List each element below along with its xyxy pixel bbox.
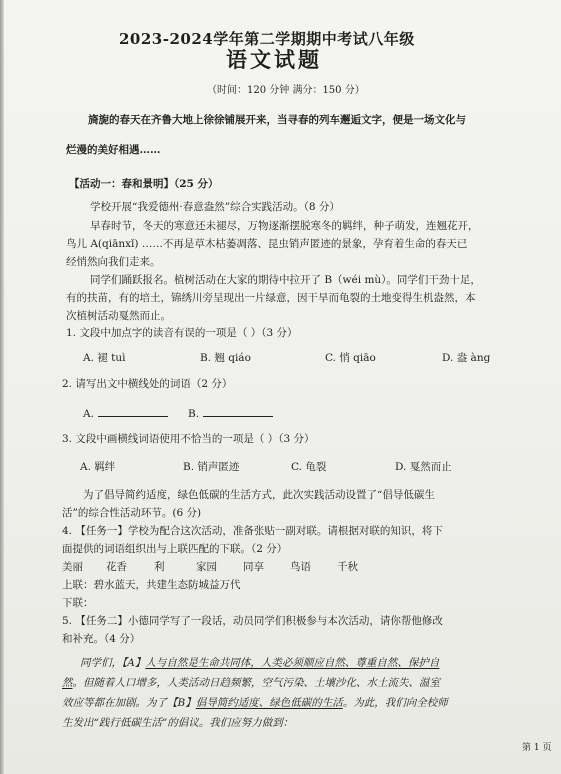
q5-line1: 5. 【任务二】小德同学写了一段话，动员同学们积极参与本次活动，请你帮他修改 xyxy=(62,615,443,627)
q4-line1: 4. 【任务一】学校为配合这次活动，准备张贴一副对联。请根据对联的知识，将下 xyxy=(62,525,443,537)
activity1-para3-line2: 有的扶苗，有的培土，锦绣川旁呈现出一片绿意，因干旱而龟裂的土地变得生机盎然，本 xyxy=(66,292,476,304)
q4-upper-couplet: 上联：碧水蓝天，共建生态防城益万代 xyxy=(62,579,241,591)
activity1-para2-line2: 鸟儿 A(qiānxǐ) ……不再是草木枯萎凋落、昆虫销声匿迹的景象，孕育着生命的春天已 xyxy=(66,238,468,250)
activity1-para3-line3: 次植树活动戛然而止。 xyxy=(66,310,171,322)
time-info: （时间：120 分钟 满分：150 分） xyxy=(207,85,365,96)
q4-word-3: 利 xyxy=(154,561,165,573)
activity1-para2-line3: 经悄然向我们走来。 xyxy=(66,256,161,268)
q5-passage-l1-lead: 同学们，【A】 xyxy=(80,657,146,669)
activity1-heading: 【活动一：春和景明】（25 分） xyxy=(69,178,219,190)
page-edge-shadow xyxy=(0,0,4,774)
subject-title: 语文试题 xyxy=(226,47,322,72)
q1-option-c: C. 悄 qiāo xyxy=(325,352,376,364)
q2-blank-b-label: B. xyxy=(188,408,200,420)
q1-option-d: D. 盎 àng xyxy=(442,352,491,364)
activity1-para1: 学校开展“我爱德州·春意盎然”综合实践活动。（8 分） xyxy=(90,201,340,213)
exam-title: 2023-2024学年第二学期期中考试八年级 xyxy=(119,30,415,48)
q5-sentence-a: 人与自然是生命共同体，人类必须顺应自然、尊重自然、保护自 xyxy=(145,657,440,669)
q2-blank-a-label: A. xyxy=(83,408,94,420)
q4-lower-couplet[interactable]: 下联： xyxy=(62,597,94,609)
q4-word-5: 同享 xyxy=(243,561,264,573)
page-number: 第 1 页 xyxy=(522,743,552,753)
activity1-para2-line1: 早春时节，冬天的寒意还未褪尽，万物逐渐摆脱寒冬的羁绊，种子萌发，连翘花开， xyxy=(90,220,479,232)
q3-option-a: A. 羁绊 xyxy=(80,461,116,473)
q3-option-b: B. 销声匿迹 xyxy=(183,461,240,473)
q5-sentence-b: 倡导简约适度、绿色低碳的生活 xyxy=(195,697,343,709)
q3-option-c: C. 龟裂 xyxy=(291,461,327,473)
q1-option-a: A. 褪 tuì xyxy=(83,352,126,364)
q5-passage-line4: 生发出“践行低碳生活”的倡议。我们应努力做到： xyxy=(62,717,294,729)
q5-line2: 和补充。（4 分） xyxy=(62,633,141,645)
q4-word-4: 家园 xyxy=(196,561,217,573)
intro-line-1: 旖旎的春天在齐鲁大地上徐徐铺展开来，当寻春的列车邂逅文字，便是一场文化与 xyxy=(88,114,466,126)
q1-option-b: B. 翘 qiáo xyxy=(200,352,251,364)
q5-passage-line3 xyxy=(62,697,448,710)
q2-blank-b-line[interactable] xyxy=(203,406,273,417)
q2-blank-a[interactable] xyxy=(83,406,168,421)
q2-blank-a-line[interactable] xyxy=(98,406,168,417)
q5-sentence-a-end: 然 xyxy=(62,677,73,689)
q5-passage-l3-tail: 。为此，我们向全校师 xyxy=(342,697,448,709)
q5-passage-line2 xyxy=(62,677,440,690)
q1-stem: 1. 文段中加点字的读音有误的一项是（ ）（3 分） xyxy=(66,327,298,339)
q3-stem: 3. 文段中画横线词语使用不恰当的一项是（ ）（3 分） xyxy=(62,433,315,445)
q5-passage-l3-lead: 效应等都在加剧。为了【B】 xyxy=(62,697,196,709)
q3-option-d: D. 戛然而止 xyxy=(395,461,452,473)
q5-passage-l2-text: 。但随着人口增多，人类活动日趋频繁，空气污染、土壤沙化、水土流失、温室 xyxy=(72,677,440,689)
q2-blank-b[interactable] xyxy=(188,406,273,421)
intro-line-2: 烂漫的美好相遇…… xyxy=(66,144,161,156)
q5-passage-line1 xyxy=(80,657,439,670)
q4-line2: 面提供的词语组织出与上联匹配的下联。（2 分） xyxy=(62,543,288,555)
q4-word-6: 鸟语 xyxy=(290,561,311,573)
activity1-para3-line1: 同学们踊跃报名。植树活动在大家的期待中拉开了 B（wéi mù）。同学们干劲十足， xyxy=(90,274,481,286)
q4-word-2: 花香 xyxy=(106,561,127,573)
q4-word-7: 千秋 xyxy=(337,561,358,573)
q4-intro-line1: 为了倡导简约适度，绿色低碳的生活方式，此次实践活动设置了“倡导低碳生 xyxy=(83,489,435,501)
q4-word-1: 美丽 xyxy=(62,561,83,573)
q4-intro-line2: 活”的综合性活动环节。(6 分) xyxy=(62,507,202,519)
q2-stem: 2. 请写出文中横线处的词语（2 分） xyxy=(62,378,233,390)
